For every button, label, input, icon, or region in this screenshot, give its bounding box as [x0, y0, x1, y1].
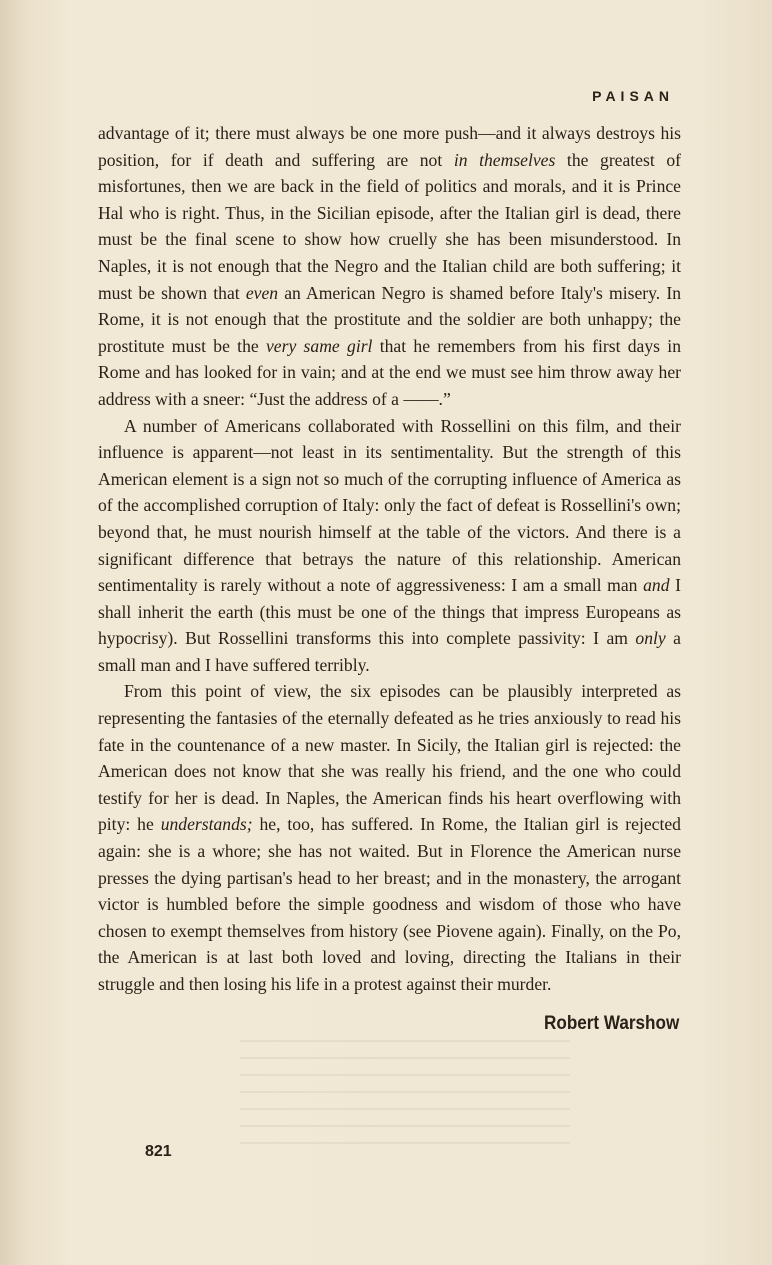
italic-text: understands; — [160, 814, 253, 835]
running-head: PAISAN — [592, 88, 674, 104]
italic-text: in themselves — [453, 149, 556, 170]
italic-text: very same girl — [265, 335, 373, 356]
paragraph-3 — [98, 678, 681, 997]
page-number: 821 — [145, 1143, 172, 1160]
article-text — [98, 120, 681, 998]
paragraph-2 — [98, 413, 681, 679]
text-segment: advantage of it; there must always be one more push—and it always destroys his position, for if death and suffering are not — [98, 123, 681, 170]
author-signature: Robert Warshow — [543, 1013, 679, 1034]
text-segment: a small man and I have suffered terribly. — [98, 628, 681, 675]
paragraph-1 — [98, 120, 681, 413]
italic-text: even — [245, 282, 279, 303]
text-segment: that he remembers from his first days in Rome and has looked for in vain; and at the end we must see him throw away her address with a sneer: “Just the address of a ——.” — [98, 335, 681, 409]
show-through — [240, 1040, 570, 1150]
text-segment: I shall inherit the earth (this must be one of the things that impress Europeans as hypocrisy). But Rossellini transforms this into complete passivity: I am — [98, 575, 681, 649]
text-segment: he, too, has suffered. In Rome, the Italian girl is rejected again: she is a whore; she has not waited. But in Florence the American nurse presses the dying partisan's head to her breast; and in the monastery, the arrogant victor is humbled before the simple goodness and wisdom of those who have chosen to exempt themselves from history (see Piovene again). Finally, on the Po, the American is at last both loved and loving, directing the Italians in their struggle and then losing his life in a protest against their murder. — [98, 814, 681, 994]
text-segment: the greatest of misfortunes, then we are back in the field of politics and morals, and it is Prince Hal who is right. Thus, in the Sicilian episode, after the Italian girl is dead, there must be the final scene to show how cruelly she has been misunderstood. In Naples, it is not enough that the Negro and the Italian child are both suffering; it must be shown that — [98, 149, 681, 303]
text-segment: From this point of view, the six episodes can be plausibly interpreted as representing the fantasies of the eternally defeated as he tries anxiously to read his fate in the countenance of a new master. In Sicily, the Italian girl is rejected: the American does not know that she was really his friend, and the one who could testify for her is dead. In Naples, the American finds his heart overflowing with pity: he — [98, 681, 681, 835]
text-segment: A number of Americans collaborated with Rossellini on this film, and their influence is apparent—not least in its sentimentality. But the strength of this American element is a sign not so much of the corrupting influence of America as of the accomplished corruption of Italy: only the fact of defeat is Rossellini's own; beyond that, he must nourish himself at the table of the victors. And there is a significant difference that betrays the nature of this relationship. American sentimentality is rarely without a note of aggressiveness: I am a small man — [98, 415, 681, 596]
italic-text: only — [635, 628, 666, 649]
italic-text: and — [643, 575, 670, 596]
text-segment: an American Negro is shamed before Italy's misery. In Rome, it is not enough that the prostitute and the soldier are both unhappy; the prostitute must be the — [98, 282, 681, 356]
